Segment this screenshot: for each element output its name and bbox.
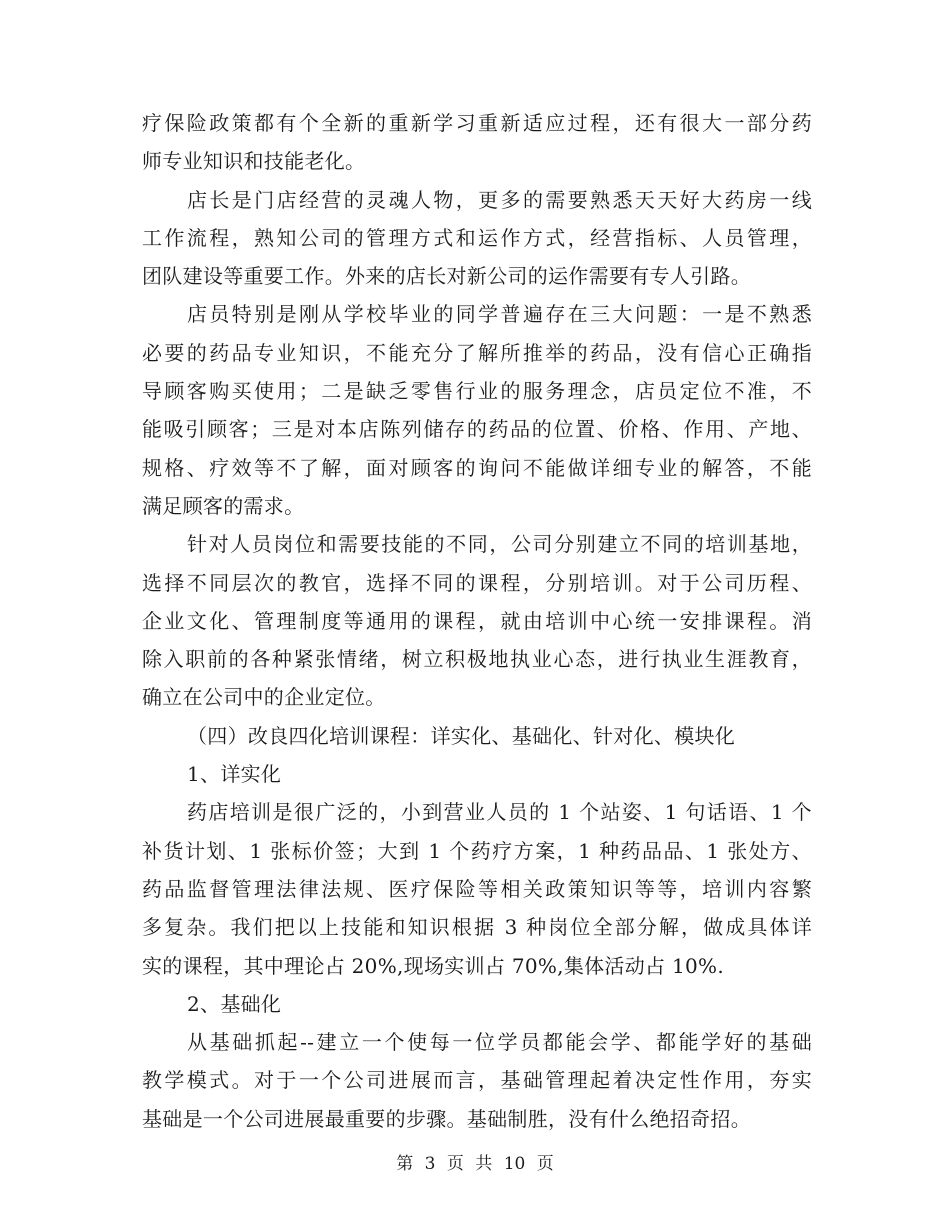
paragraph-line: 针对人员岗位和需要技能的不同，公司分别建立不同的培训基地，: [187, 532, 812, 557]
paragraph-line: 满足顾客的需求。: [142, 493, 305, 518]
paragraph-line: 药店培训是很广泛的，小到营业人员的 1 个站姿、1 句话语、1 个: [187, 800, 812, 825]
body-text: [142, 104, 812, 1138]
subsection-heading: 1、详实化: [187, 762, 282, 787]
paragraph-line: 导顾客购买使用；二是缺乏零售行业的服务理念，店员定位不准，不: [142, 379, 812, 404]
paragraph-line: 店员特别是刚从学校毕业的同学普遍存在三大问题：一是不熟悉: [187, 302, 812, 327]
paragraph-line: 店长是门店经营的灵魂人物，更多的需要熟悉天天好大药房一线: [187, 187, 812, 212]
paragraph-line: 从基础抓起--建立一个使每一位学员都能会学、都能学好的基础: [187, 1030, 812, 1055]
paragraph-line: 确立在公司中的企业定位。: [142, 685, 386, 710]
paragraph-line: 多复杂。我们把以上技能和知识根据 3 种岗位全部分解，做成具体详: [142, 915, 812, 940]
subsection-heading: 2、基础化: [187, 991, 282, 1016]
paragraph-line: 能吸引顾客；三是对本店陈列储存的药品的位置、价格、作用、产地、: [142, 417, 812, 442]
paragraph-line: 药品监督管理法律法规、医疗保险等相关政策知识等等，培训内容繁: [142, 876, 812, 901]
paragraph-line: 企业文化、管理制度等通用的课程，就由培训中心统一安排课程。消: [142, 608, 812, 633]
paragraph-line: 师专业知识和技能老化。: [142, 149, 366, 174]
paragraph-line: 除入职前的各种紧张情绪，树立积极地执业心态，进行执业生涯教育，: [142, 647, 812, 672]
paragraph-line: 工作流程，熟知公司的管理方式和运作方式，经营指标、人员管理，: [142, 225, 812, 250]
paragraph-line: 规格、疗效等不了解，面对顾客的询问不能做详细专业的解答，不能: [142, 455, 812, 480]
paragraph-line: 团队建设等重要工作。外来的店长对新公司的运作需要有专人引路。: [142, 264, 751, 289]
paragraph-line: 补货计划、1 张标价签；大到 1 个药疗方案，1 种药品品、1 张处方、: [142, 838, 812, 863]
paragraph-line: 选择不同层次的教官，选择不同的课程，分别培训。对于公司历程、: [142, 570, 812, 595]
page-number: 第 3 页 共 10 页: [396, 1154, 554, 1174]
paragraph-line: 实的课程，其中理论占 20%,现场实训占 70%,集体活动占 10%.: [142, 953, 725, 978]
section-heading: （四）改良四化培训课程：详实化、基础化、针对化、模块化: [187, 723, 736, 748]
paragraph-line: 教学模式。对于一个公司进展而言，基础管理起着决定性作用，夯实: [142, 1068, 812, 1093]
paragraph-line: 疗保险政策都有个全新的重新学习重新适应过程，还有很大一部分药: [142, 111, 812, 135]
paragraph-line: 必要的药品专业知识，不能充分了解所推举的药品，没有信心正确指: [142, 340, 812, 365]
paragraph-line: 基础是一个公司进展最重要的步骤。基础制胜，没有什么绝招奇招。: [142, 1106, 751, 1131]
